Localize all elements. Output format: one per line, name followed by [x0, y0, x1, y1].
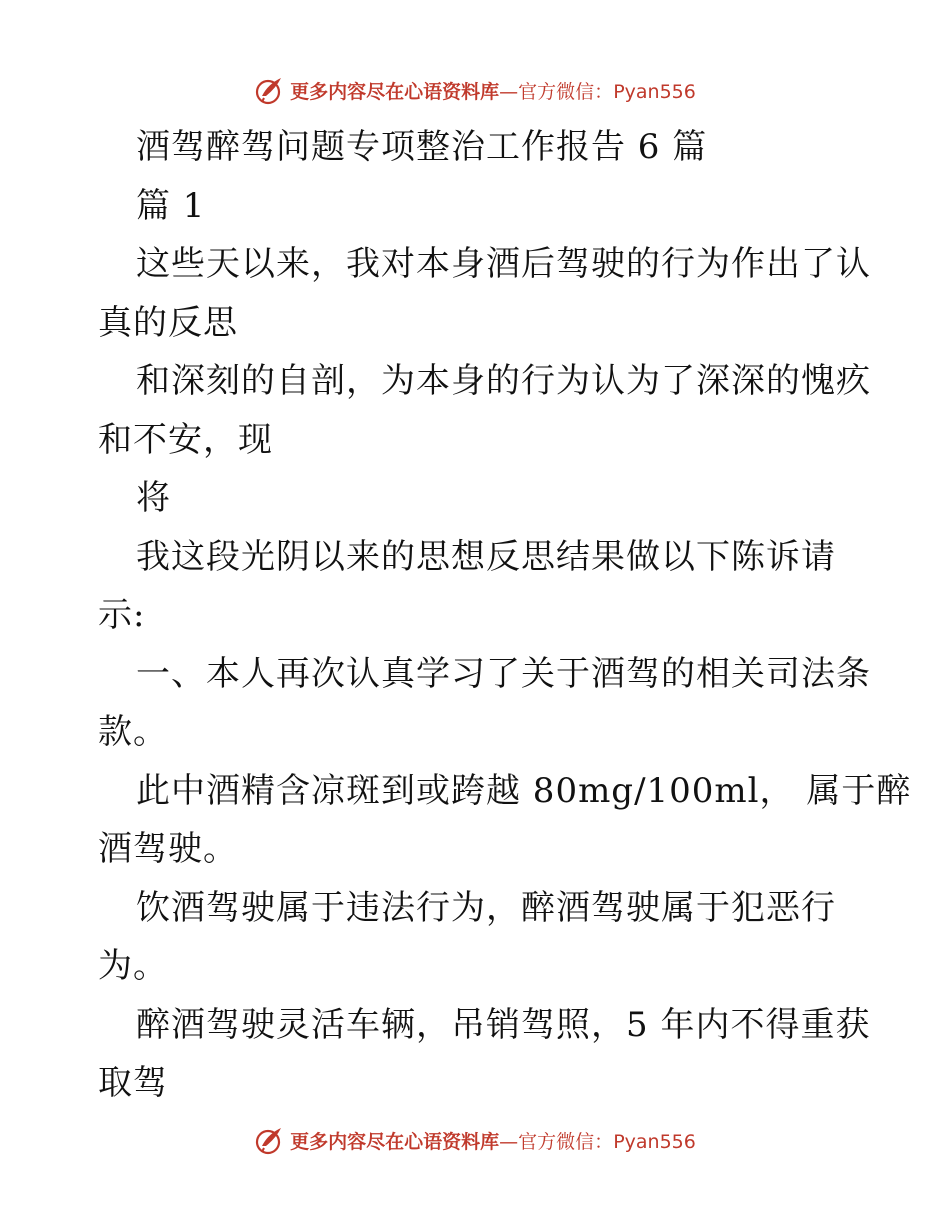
document-line: 饮酒驾驶属于违法行为，醉酒驾驶属于犯恶行: [136, 887, 836, 928]
banner-separator: —: [499, 1130, 519, 1153]
document-line: 示:: [98, 595, 146, 635]
document-line: 篇 1: [136, 185, 206, 226]
document-line: 我这段光阴以来的思想反思结果做以下陈诉请: [136, 536, 836, 577]
footer-banner: [0, 1120, 950, 1160]
document-line: 醉酒驾驶灵活车辆，吊销驾照，5 年内不得重获: [136, 1004, 871, 1045]
document-line: 酒驾驶。: [98, 829, 238, 869]
banner-text: [290, 1127, 696, 1154]
banner-wechat-label: 官方微信：: [518, 1130, 614, 1153]
header-banner: [0, 70, 950, 110]
document-line: 这些天以来，我对本身酒后驾驶的行为作出了认: [136, 244, 871, 284]
banner-wechat-id: Pyan556: [613, 80, 696, 103]
quill-pen-logo-icon: [254, 74, 286, 106]
quill-pen-logo-icon: [254, 1124, 286, 1156]
banner-site-name: 更多内容尽在心语资料库: [290, 80, 500, 103]
document-line: 将: [136, 478, 171, 518]
banner-wechat-id: Pyan556: [613, 1130, 696, 1153]
banner-wechat-label: 官方微信：: [518, 80, 614, 103]
document-line: 和深刻的自剖，为本身的行为认为了深深的愧疚: [136, 361, 871, 401]
document-line: 酒驾醉驾问题专项整治工作报告 6 篇: [136, 127, 708, 167]
document-line: 真的反思: [98, 302, 238, 343]
banner-separator: —: [499, 80, 519, 103]
document-line: 和不安，现: [98, 419, 273, 460]
document-line: 为。: [98, 946, 168, 986]
document-line: 款。: [98, 712, 168, 752]
document-line: 取驾: [98, 1063, 168, 1103]
banner-site-name: 更多内容尽在心语资料库: [290, 1130, 500, 1153]
banner-text: [290, 77, 696, 104]
document-body: [98, 118, 912, 1113]
document-line: 此中酒精含凉斑到或跨越 80mg/100ml， 属于醉: [136, 770, 912, 811]
document-line: 一、本人再次认真学习了关于酒驾的相关司法条: [136, 653, 871, 694]
